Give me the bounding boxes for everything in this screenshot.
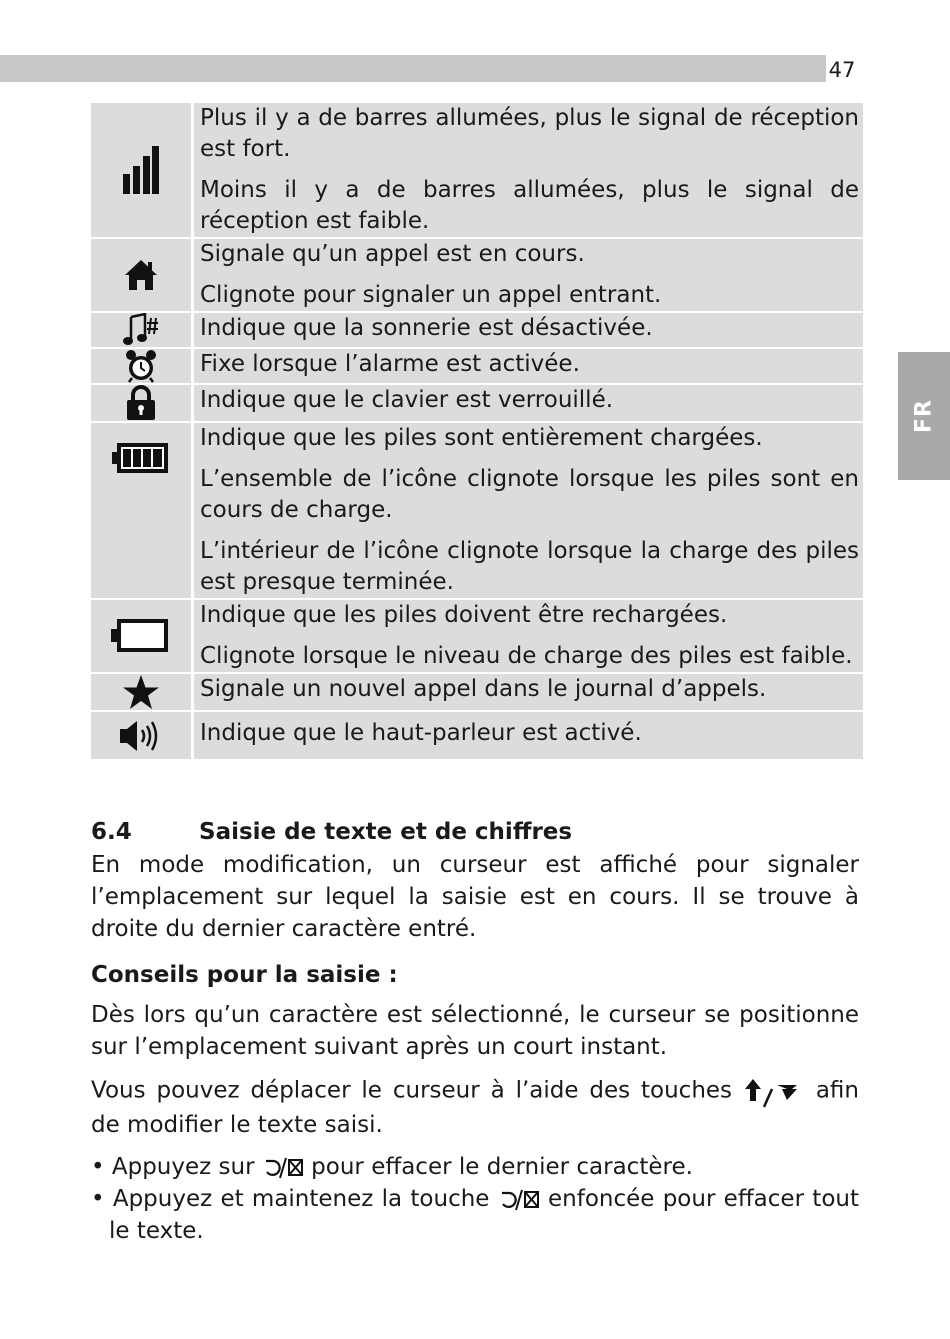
description-text: Plus il y a de barres allumées, plus le signal de réception est fort. [200,105,859,162]
section-number: 6.4 [91,819,132,845]
tip-text: Dès lors qu’un caractère est sélectionné, le curseur se positionne sur l’emplacement suivant après un court instant. [91,1002,859,1060]
speaker-icon [119,719,163,753]
tip-text [91,1073,859,1141]
list-item [91,1151,859,1183]
bullet-text-after: pour effacer le dernier caractère. [303,1154,693,1180]
icon-table [91,101,863,761]
lock-icon [126,385,156,421]
language-tab [898,352,950,480]
table-row [91,600,863,672]
bullet-list [91,1151,859,1247]
table-row [91,239,863,311]
bullet-text-after: enfoncée pour effacer tout le texte. [109,1186,859,1244]
star-icon [122,674,160,710]
header-bar [0,55,858,82]
table-row [91,712,863,759]
battery-full-icon [112,441,170,475]
house-icon [124,259,158,291]
ringer-off-icon [123,313,159,347]
table-row [91,349,863,383]
icon-cell [91,674,194,710]
description-cell [194,385,863,421]
table-row [91,674,863,710]
description-text: Indique que le clavier est verrouillé. [200,387,614,413]
description-text: Clignote lorsque le niveau de charge des piles est faible. [200,643,853,669]
delete-key-icon [498,1188,540,1212]
section-heading [91,815,859,849]
description-text: Signale qu’un appel est en cours. [200,241,585,267]
icon-cell [91,423,194,598]
tip-text-before: Vous pouvez déplacer le curseur à l’aide des touches [91,1077,743,1104]
icon-cell [91,712,194,759]
bullet-text-before: • Appuyez sur [91,1154,262,1180]
bullet-text-before: • Appuyez et maintenez la touche [91,1186,498,1212]
description-cell [194,349,863,383]
section-content [91,815,859,1247]
table-row [91,103,863,237]
icon-cell [91,239,194,311]
alarm-clock-icon [124,349,158,383]
list-item [91,1183,859,1247]
tip-text-after: afin de modifier le texte saisi. [91,1077,859,1138]
up-down-keys-icon [743,1073,805,1109]
section-title: Saisie de texte et de chiffres [199,819,573,845]
table-row [91,313,863,347]
icon-cell [91,349,194,383]
description-text: Signale un nouvel appel dans le journal d’appels. [200,676,767,702]
description-text: Moins il y a de barres allumées, plus le signal de réception est faible. [200,177,859,234]
signal-bars-icon [123,146,159,194]
description-cell [194,674,863,710]
tips-heading: Conseils pour la saisie : [91,962,398,988]
table-row [91,423,863,598]
description-cell [194,103,863,237]
description-text: L’intérieur de l’icône clignote lorsque la charge des piles est presque terminée. [200,538,859,595]
description-text: Indique que le haut-parleur est activé. [200,720,642,746]
battery-empty-icon [111,617,171,655]
description-text: L’ensemble de l’icône clignote lorsque les piles sont en cours de charge. [200,466,859,523]
icon-cell [91,103,194,237]
language-tab-label: FR [911,399,937,433]
description-text: Indique que les piles doivent être rechargées. [200,602,728,628]
description-cell [194,600,863,672]
table-row [91,385,863,421]
description-cell [194,423,863,598]
description-cell [194,712,863,759]
description-text: Indique que la sonnerie est désactivée. [200,315,653,341]
delete-key-icon [262,1156,304,1180]
page-number: 47 [826,55,858,82]
icon-cell [91,600,194,672]
section-intro: En mode modification, un curseur est affiché pour signaler l’emplacement sur lequel la saisie est en cours. Il se trouve à droite du dernier caractère entré. [91,852,859,942]
description-text: Indique que les piles sont entièrement chargées. [200,425,763,451]
description-text: Fixe lorsque l’alarme est activée. [200,351,580,377]
description-cell [194,239,863,311]
icon-cell [91,313,194,347]
description-cell [194,313,863,347]
icon-cell [91,385,194,421]
description-text: Clignote pour signaler un appel entrant. [200,282,662,308]
